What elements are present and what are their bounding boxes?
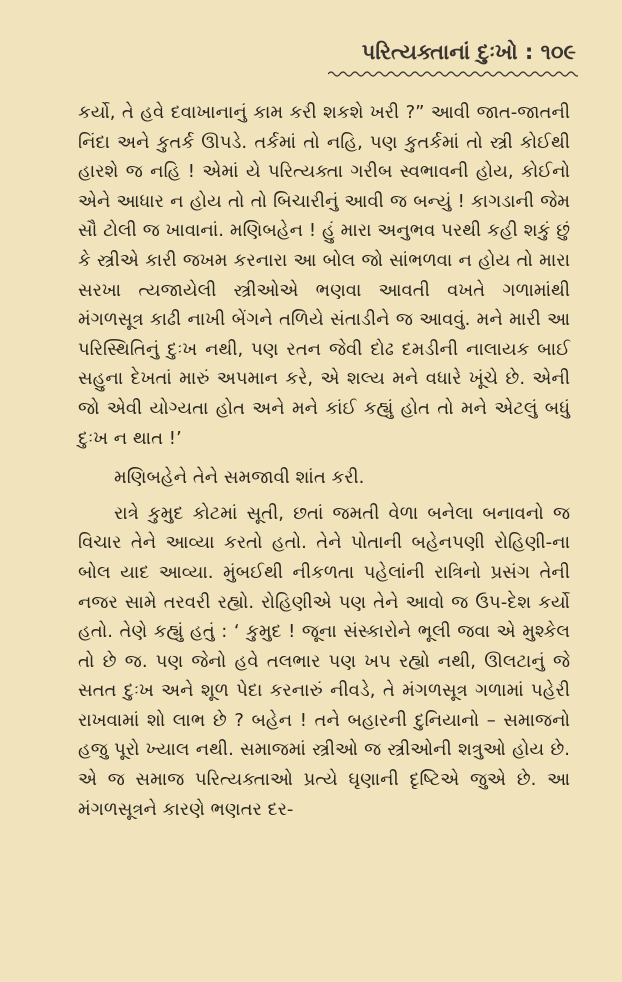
running-header: પરિત્યક્તાનાં દુઃખો : ૧૦૯ [361, 40, 576, 64]
paragraph-2: મણિબહેને તેને સમજાવી શાંત કરી. [114, 467, 365, 489]
body-text [78, 98, 570, 824]
header-wavy-rule [328, 70, 578, 78]
paragraph-3: રાત્રે કુમુદ કોટમાં સૂતી, છતાં જમતી વેળા બનેલા બનાવનો જ વિચાર તેને આવ્યા કરતો હતો. તેને પોતાની બહેનપણી રોહિણી-ના બોલ યાદ આવ્યા. મુંબઈથી નીકળતા પહેલાંની રાત્રિનો પ્રસંગ તેની નજર સામે તરવરી રહ્યો. રોહિણીએ પણ તેને આવો જ ઉપ-દેશ કર્યો હતો. તેણે કહ્યું હતું : ‘ કુમુદ ! જૂના સંસ્કારોને ભૂલી જવા એ મુશ્કેલ તો છે જ. પણ જેનો હવે તલભાર પણ ખપ રહ્યો નથી, ઊલટાનું જે સતત દુઃખ અને શૂળ પેદા કરનારું નીવડે, તે મંગળસૂત્ર ગળામાં પહેરી રાખવામાં શો લાભ છે ? બહેન ! તને બહારની દુનિયાનો – સમાજનો હજુ પૂરો ખ્યાલ નથી. સમાજમાં સ્ત્રીઓ જ સ્ત્રીઓની શત્રુઓ હોય છે. એ જ સમાજ પરિત્યક્તાઓ પ્રત્યે ઘૃણાની દૃષ્ટિએ જુએ છે. આ મંગળસૂત્રને કારણે ભણતર દર- [78, 502, 570, 820]
paragraph-1: કર્યો, તે હવે દવાખાનાનું કામ કરી શકશે ખરી ?” આવી જાત-જાતની નિંદા અને કુતર્ક ઊપડે. તર્કમાં તો નહિ, પણ કુતર્કમાં તો સ્ત્રી કોઈથી હારશે જ નહિ ! એમાં યે પરિત્યક્તા ગરીબ સ્વભાવની હોય, કોઈનો એને આધાર ન હોય તો તો બિચારીનું આવી જ બન્યું ! કાગડાની જેમ સૌ ટોલી જ ખાવાનાં. મણિબહેન ! હું મારા અનુભવ પરથી કહી શકું છું કે સ્ત્રીએ કારી જખમ કરનારા આ બોલ જો સાંભળવા ન હોય તો મારા સરખા ત્યજાયેલી સ્ત્રીઓએ ભણવા આવતી વખતે ગળામાંથી મંગળસૂત્ર કાઢી નાખી બેંગને તળિયે સંતાડીને જ આવવું. મને મારી આ પરિસ્થિતિનું દુઃખ નથી, પણ રતન જેવી દોઢ દમડીની નાલાયક બાઈ સહુના દેખતાં મારું અપમાન કરે, એ શલ્ય મને વધારે ખૂંચે છે. એની જો એવી યોગ્યતા હોત અને મને કાંઈ કહ્યું હોત તો મને એટલું બધું દુઃખ ન થાત !’ [78, 102, 570, 449]
